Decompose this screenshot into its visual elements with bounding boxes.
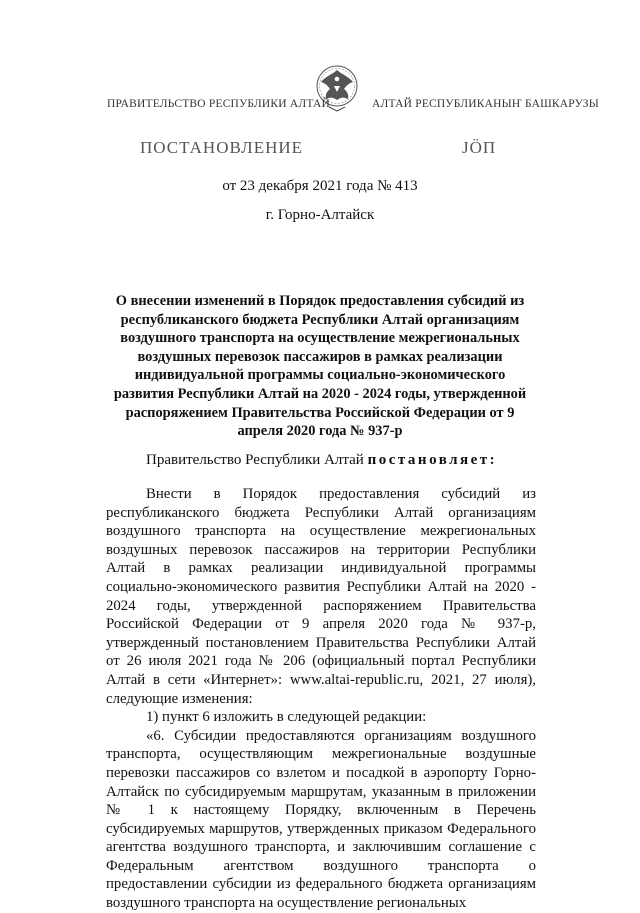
document-city: г. Горно-Алтайск <box>265 207 375 223</box>
preamble <box>146 452 497 469</box>
doc-type-alt: JÖП <box>462 138 497 157</box>
header-org-alt: АЛТАЙ РЕСПУБЛИКАНЫҤ БАШКАРУЗЫ <box>372 98 599 110</box>
document-body <box>106 485 536 913</box>
preamble-subject: Правительство Республики Алтай <box>146 452 364 468</box>
document-title: О внесении изменений в Порядок предоставления субсидий из республиканского бюджета Республики Алтай организациям воздушного транспорта на осуществление межрегиональных воздушных перевозок пассажиров в рамках реализации индивидуальной программы социально-экономического развития Республики Алтай на 2020 - 2024 годы, утвержденной распоряжением Правительства Российской Федерации от 9 апреля 2020 года № 937-р <box>113 293 527 440</box>
header-org-ru: ПРАВИТЕЛЬСТВО РЕСПУБЛИКИ АЛТАЙ <box>107 98 331 110</box>
paragraph-item-1: 1) пункт 6 изложить в следующей редакции: <box>146 709 427 726</box>
doc-type-ru: ПОСТАНОВЛЕНИЕ <box>140 138 304 157</box>
paragraph-point-6: «6. Субсидии предоставляются организациям воздушного транспорта, осуществляющим межрегиональные воздушные перевозки пассажиров со взлетом и посадкой в аэропорту Горно-Алтайск по субсидируемым маршрутам, указанным в приложении № 1 к настоящему Порядку, включенным в Перечень субсидируемых маршрутов, утвержденных приказом Федерального агентства воздушного транспорта, и заключившим соглашение с Федеральным агентством воздушного транспорта о предоставлении субсидии из федерального бюджета организациям воздушного транспорта на осуществление региональных <box>106 727 536 912</box>
paragraph-intro: Внести в Порядок предоставления субсидий из республиканского бюджета Республики Алтай организациям воздушного транспорта на осуществление межрегиональных воздушных перевозок пассажиров на территории Республики Алтай в рамках реализации индивидуальной программы социально-экономического развития Республики Алтай на 2020 - 2024 годы, утвержденной распоряжением Правительства Российской Федерации от 9 апреля 2020 года № 937-р, утвержденный постановлением Правительства Республики Алтай от 26 июля 2021 года № 206 (официальный портал Республики Алтай в сети «Интернет»: www.altai-republic.ru, 2021, 27 июля), следующие изменения: <box>106 486 536 707</box>
document-date: от 23 декабря 2021 года № 413 <box>222 178 418 194</box>
preamble-verb: постановляет: <box>367 452 498 468</box>
